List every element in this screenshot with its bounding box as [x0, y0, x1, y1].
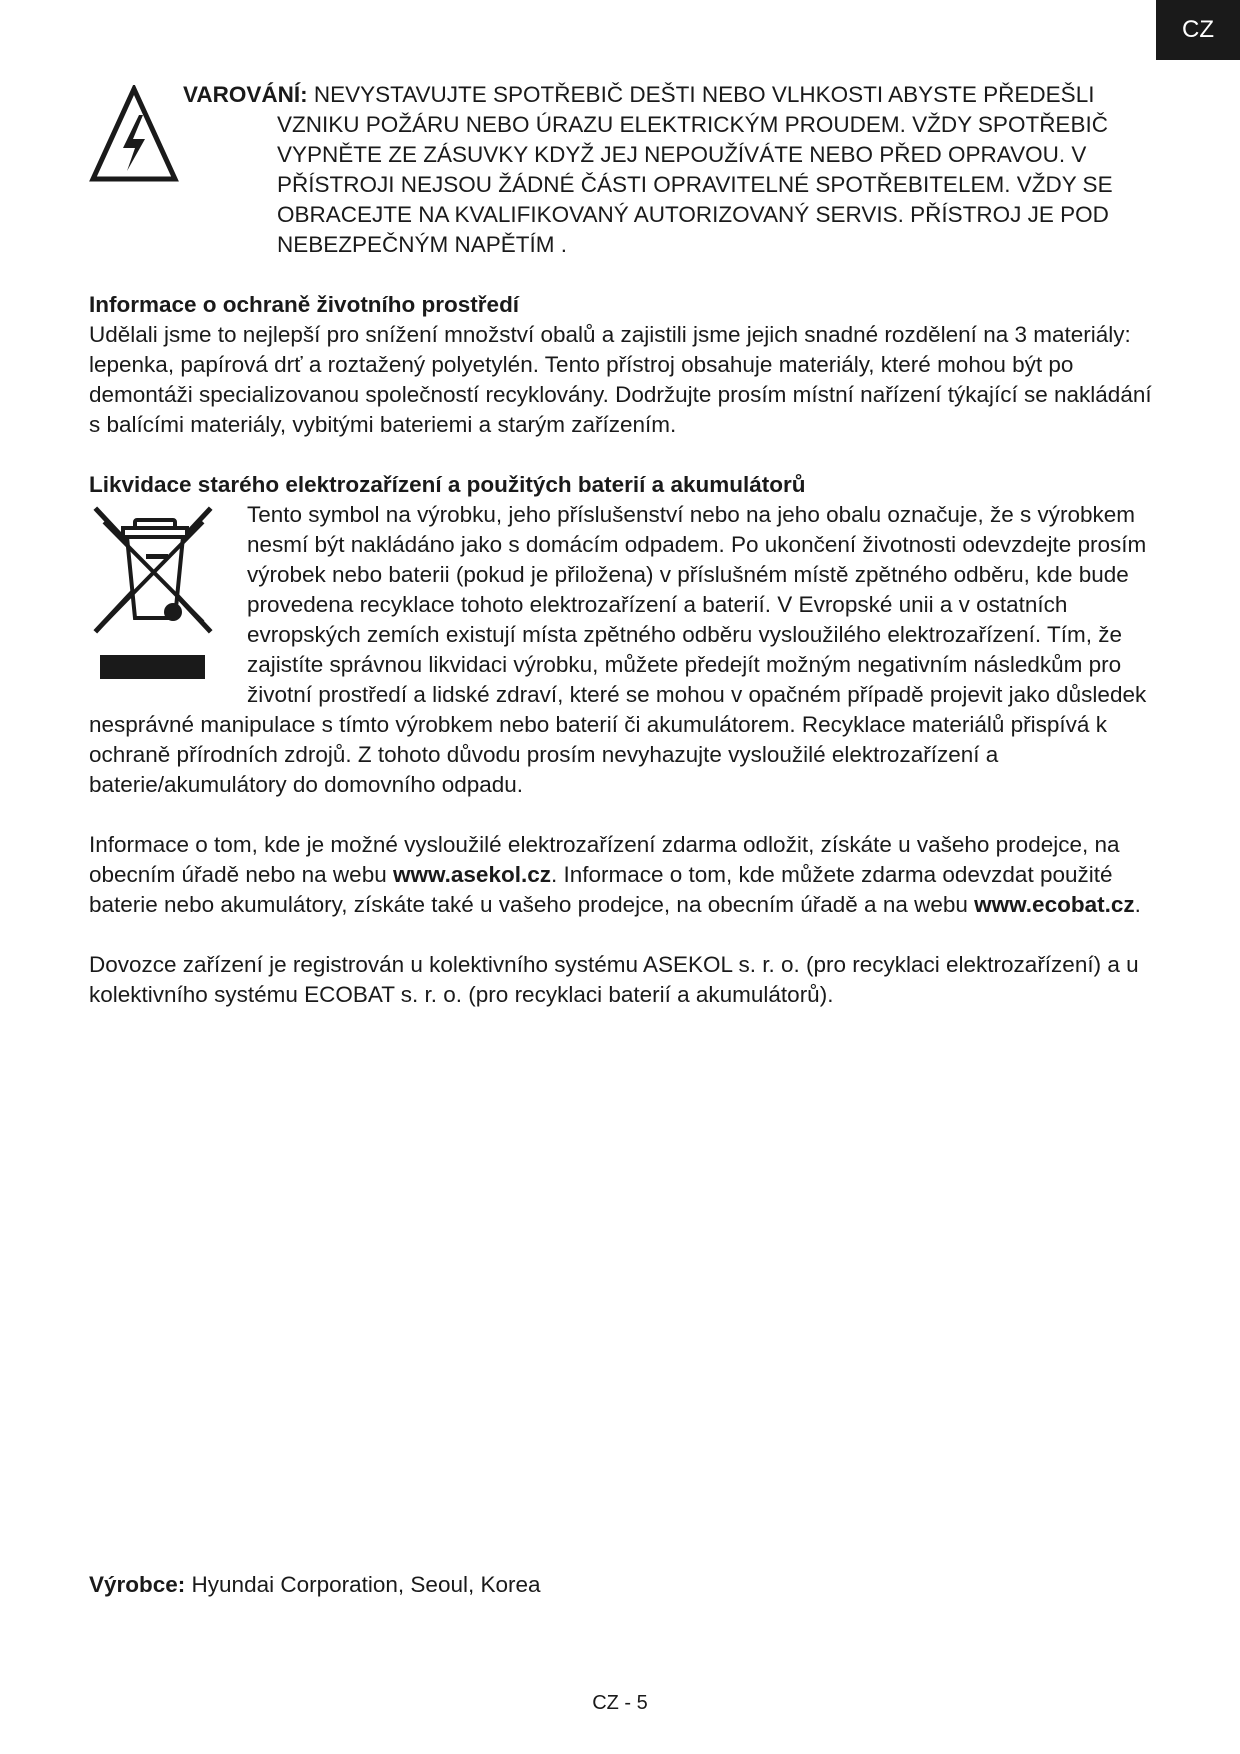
language-tab: CZ — [1156, 0, 1240, 60]
collection-text — [89, 830, 1169, 920]
ecobat-link: www.ecobat.cz — [974, 892, 1135, 917]
asekol-link: www.asekol.cz — [392, 862, 551, 887]
manufacturer-label: Výrobce: — [89, 1572, 186, 1597]
page-number: CZ - 5 — [592, 1692, 648, 1714]
collection-section — [89, 830, 1169, 920]
importer-text: Dovozce zařízení je registrován u kolektivního systému ASEKOL s. r. o. (pro recyklaci elektrozařízení) a u kolektivního systému ECOBAT s. r. o. (pro recyklaci baterií a akumulátorů). — [89, 952, 1139, 1007]
high-voltage-warning-icon — [89, 85, 179, 183]
environment-text: Udělali jsme to nejlepší pro snížení množství obalů a zajistili jsme jejich snadné rozdělení na 3 materiály: lepenka, papírová drť a roztažený polyetylén. Tento přístroj obsahuje materiály, které mohou být po demontáži specializovanou společností recyklovány. Dodržujte prosím místní nařízení týkající se nakládání s balícími materiály, vybitými bateriemi a starým zařízením. — [89, 322, 1152, 437]
disposal-section — [89, 470, 1169, 800]
warning-label: VAROVÁNÍ: — [183, 82, 308, 107]
warning-block — [89, 80, 1169, 260]
collection-text-part2: . Informace o tom, kde můžete zdarma odevzdat použité baterie nebo akumulátory, získáte také u vašeho prodejce, na obecním úřadě a na webu — [89, 862, 1113, 917]
disposal-text: Tento symbol na výrobku, jeho příslušenství nebo na jeho obalu označuje, že s výrobkem nesmí být nakládáno jako s domácím odpadem. Po ukončení životnosti odevzdejte prosím výrobek nebo baterii (pokud je přiložena) v příslušném místě zpětného odběru, kde bude provedena recyklace tohoto elektrozařízení a baterií. V Evropské unii a v ostatních evropských zemích existují místa zpětného odběru vysloužilého elektrozařízení. Tím, že zajistíte správnou likvidaci výrobku, můžete předejít možným negativním následkům pro životní prostředí a lidské zdraví, které se mohou v opačném případě projevit jako důsledek nesprávné manipulace s tímto výrobkem nebo baterií či akumulátorem. Recyklace materiálů přispívá k ochraně přírodních zdrojů. Z tohoto důvodu prosím nevyhazujte vysloužilé elektrozařízení a baterie/akumulátory do domovního odpadu. — [89, 502, 1147, 797]
manufacturer-value: Hyundai Corporation, Seoul, Korea — [185, 1572, 541, 1597]
weee-crossed-bin-icon — [89, 500, 224, 690]
environment-section — [89, 290, 1169, 440]
environment-heading: Informace o ochraně životního prostředí — [89, 292, 520, 317]
collection-text-part3: . — [1134, 892, 1141, 917]
importer-section — [89, 950, 1169, 1010]
disposal-heading: Likvidace starého elektrozařízení a použitých baterií a akumulátorů — [89, 472, 806, 497]
page-content — [89, 80, 1169, 1010]
collection-text-part1: Informace o tom, kde je možné vysloužilé elektrozařízení zdarma odložit, získáte u vašeho prodejce, na obecním úřadě nebo na webu — [89, 832, 1120, 887]
warning-text: NEVYSTAVUJTE SPOTŘEBIČ DEŠTI NEBO VLHKOSTI ABYSTE PŘEDEŠLI VZNIKU POŽÁRU NEBO ÚRAZU ELEKTRICKÝM PROUDEM. VŽDY SPOTŘEBIČ VYPNĚTE ZE ZÁSUVKY KDYŽ JEJ NEPOUŽÍVÁTE NEBO PŘED OPRAVOU. V PŘÍSTROJI NEJSOU ŽÁDNÉ ČÁSTI OPRAVITELNÉ SPOTŘEBITELEM. VŽDY SE OBRACEJTE NA KVALIFIKOVANÝ AUTORIZOVANÝ SERVIS. PŘÍSTROJ JE POD NEBEZPEČNÝM NAPĚTÍM . — [277, 82, 1113, 257]
manufacturer-line — [89, 1570, 541, 1600]
